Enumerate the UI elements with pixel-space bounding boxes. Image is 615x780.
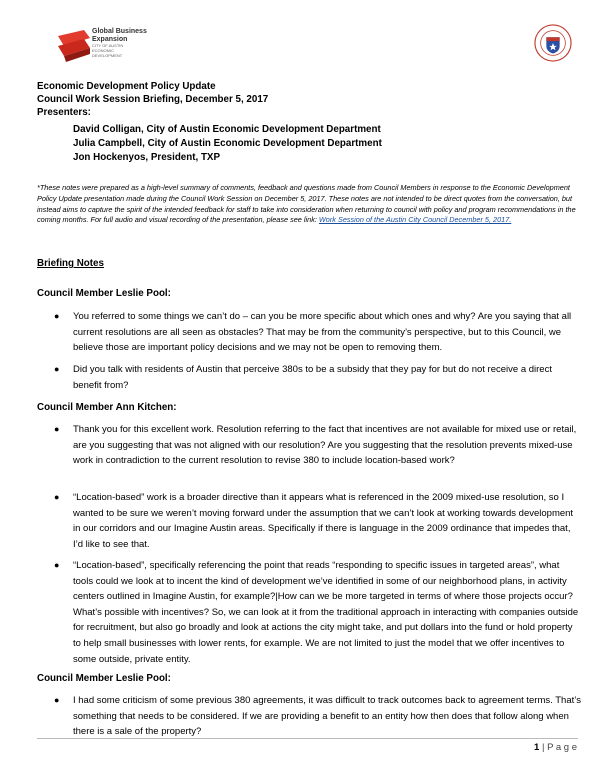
logo-text: Global Business Expansion CITY OF AUSTIN ECONOMIC DEVELOPMENT bbox=[92, 28, 147, 58]
bullet-icon: ● bbox=[54, 492, 60, 502]
document-header bbox=[37, 80, 268, 119]
presenter-item: David Colligan, City of Austin Economic Development Department bbox=[73, 124, 381, 135]
briefing-notes-heading: Briefing Notes bbox=[37, 258, 104, 269]
bullet-icon: ● bbox=[54, 364, 60, 374]
page-number: 1 bbox=[534, 742, 540, 753]
bullet-item: I had some criticism of some previous 380 agreements, it was difficult to track outcomes back to agreement terms. That’s something that needs to be considered. If we are providing a benefit to an entity how then does that follow along when there is a sale of the property? bbox=[73, 695, 581, 738]
presenters-label: Presenters: bbox=[37, 107, 91, 118]
bullet-icon: ● bbox=[54, 560, 60, 570]
disclaimer-note: *These notes were prepared as a high-level summary of comments, feedback and questions made from Council Members in response to the Economic Development Policy Update presentation made during the Council Work Session on December 5, 2017. These notes are not intended to be direct quotes from the conversation, but instead aims to capture the spirit of the intended feedback for staff to take into consideration when returning to council with policy and program recommendations in the coming months. For full audio and visual recording of the presentation, please see link: Work Session of the Austin City Council December 5, 2017. bbox=[37, 183, 576, 225]
section-title: Council Member Leslie Pool: bbox=[37, 288, 171, 299]
bullet-item: Thank you for this excellent work. Resolution referring to the fact that incentives are not available for mixed use or retail, are you suggesting that was not aligned with our resolution? Are you suggesting that the resolution prevents mixed-use work in contradiction to the current resolution to revise 380 to include location-based work? bbox=[73, 424, 577, 467]
bullet-icon: ● bbox=[54, 695, 60, 705]
section-title: Council Member Leslie Pool: bbox=[37, 673, 171, 684]
document-title: Economic Development Policy Update bbox=[37, 81, 216, 92]
presenter-item: Jon Hockenyos, President, TXP bbox=[73, 152, 220, 163]
bullet-icon: ● bbox=[54, 424, 60, 434]
bullet-item: Did you talk with residents of Austin that perceive 380s to be a subsidy that they pay for but do not receive a direct benefit from? bbox=[73, 364, 552, 391]
page-footer: 1 | P a g e bbox=[534, 742, 577, 753]
presenter-item: Julia Campbell, City of Austin Economic Development Department bbox=[73, 138, 382, 149]
bullet-icon: ● bbox=[54, 311, 60, 321]
footer-rule bbox=[37, 738, 578, 739]
bullet-item: “Location-based” work is a broader directive than it appears what is referenced in the 2009 mixed-use resolution, so I wanted to be sure we weren’t moving forward under the assumption that we can’t look at working towards development in our corridors and our Imagine Austin areas. Specifically if there is language in the 2009 ordinance that impedes that, I’d like to see that. bbox=[73, 492, 574, 550]
presenters-list bbox=[73, 123, 382, 165]
bullet-item: “Location-based”, specifically referencing the point that reads “responding to specific issues in targeted areas”, what tools could we look at to incent the kind of development we’ve identified in some of our neighborhood plans, in activity centers outlined in Imagine Austin, for example?|How can we be more targeted in terms of where those projects occur? What’s possible with incentives? So, we can look at it from the traditional approach in interacting with companies outside for recruitment, but also go broadly and look at actions the city might take, and put dollars into the fund or hold property to help small businesses with lower rents, for example. We are not limited to just the model that we offer incentives to some outside, private entity. bbox=[73, 560, 579, 665]
city-of-austin-seal-icon bbox=[534, 24, 572, 62]
work-session-link[interactable]: Work Session of the Austin City Council December 5, 2017. bbox=[318, 215, 512, 225]
document-subtitle: Council Work Session Briefing, December 5, 2017 bbox=[37, 94, 269, 105]
bullet-item: You referred to some things we can’t do – can you be more specific about which ones and why? Are you saying that all current resolutions are all seen as obstacles? That may be from the community’s perspective, but to this Council, we believe those are important policy decisions and we may not be open to removing them. bbox=[73, 311, 572, 354]
section-title: Council Member Ann Kitchen: bbox=[37, 402, 177, 413]
page-label: P a g e bbox=[547, 742, 577, 753]
